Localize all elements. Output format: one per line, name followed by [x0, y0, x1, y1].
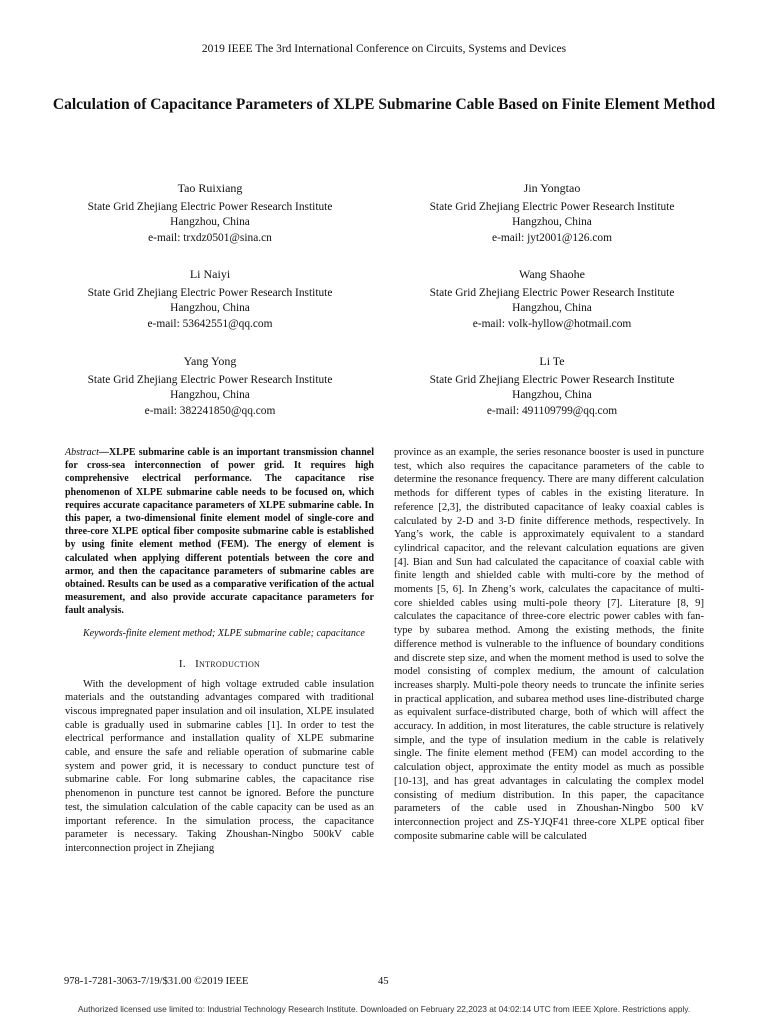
author-location: Hangzhou, China: [170, 302, 250, 314]
author-email: e-mail: 382241850@qq.com: [144, 404, 276, 417]
author-email: e-mail: volk-hyllow@hotmail.com: [472, 317, 632, 330]
author-email: e-mail: 53642551@qq.com: [147, 317, 273, 330]
author-block: [50, 181, 370, 246]
author-name: Jin Yongtao: [523, 181, 581, 195]
page-number: 45: [378, 976, 389, 987]
right-column: [394, 446, 704, 843]
footer-isbn: 978-1-7281-3063-7/19/$31.00 ©2019 IEEE: [64, 976, 249, 987]
left-column: [65, 446, 374, 856]
author-affiliation: State Grid Zhejiang Electric Power Research Institute: [87, 286, 333, 299]
author-block: [50, 354, 370, 419]
author-location: Hangzhou, China: [512, 389, 592, 401]
section-heading: [65, 658, 374, 672]
author-block: [392, 267, 712, 332]
author-name: Wang Shaohe: [518, 267, 586, 281]
section-number: I.: [178, 657, 186, 670]
abstract-label: Abstract: [65, 447, 99, 458]
intro-paragraph-continued: province as an example, the series resonance booster is used in puncture test, which also requires the capacitance parameters of the cable to determine the resonance frequency. There are many different calculation methods for different types of cables in the existing literature. In reference [2,3], the distributed capacitance of leaky coaxial cables is calculated by 2-D and 3-D finite difference methods, respectively. In Yang’s work, the cable is approximately equivalent to a standard cylindrical capacitor, and the relevant calculation equations are given [4]. Bian and Sun had calculated the capacitance of coaxial cable with finite length and shielded cable with multi-core by the method of moments [5, 6]. In Zheng’s work, calculates the capacitance of multi-core shielded cables using multi-pole theory [7]. Literature [8, 9] calculates the capacitance of three-core electric power cables with fan-type by subarea method. Among the existing methods, the finite difference method is vulnerable to the influence of boundary conditions and discrete step size, and when the moment method is used to solve the model consisting of complex medium, the amount of calculation increases sharply. Multi-pole theory needs to truncate the infinite series in practical application, and subarea method uses line-distributed charge as equivalent surface-distributed charge, both of which will affect the accuracy. In addition, in most literatures, the cable structure is relatively simple, and the type of insulation medium in the cable is relatively single. The finite element method (FEM) can model according to the calculation object, approximate the entity model as much as possible [10-13], and has great advantages in calculating the complex model consisting of medium distribution. In this paper, the capacitance parameters of the cable used in Zhoushan-Ningbo 500 kV interconnection project and ZS-YJQF41 three-core XLPE optical fiber composite submarine cable will be calculated: [394, 447, 704, 842]
intro-paragraph: With the development of high voltage extruded cable insulation materials and the outstanding advantages compared with traditional viscous impregnated paper insulation and oil insulation, XLPE insulated cable is gradually used in submarine cables [1]. In order to test the electrical performance and installation quality of XLPE submarine cable, and ensure the safe and reliable operation of submarine cable system and power grid, it is necessary to conduct puncture test of submarine cable. For long submarine cables, the capacitance rise phenomenon in puncture test cannot be ignored. Before the puncture test, the simulation calculation of the cable capacity can be used as an important reference. In the simulation process, the capacitance parameter is necessary. Taking Zhoushan-Ningbo 500kV cable interconnection project in Zhejiang: [65, 678, 374, 854]
abstract-text: —XLPE submarine cable is an important transmission channel for cross-sea interconnection of power grid. It requires high comprehensive electrical performance. The capacitance rise phenomenon of XLPE submarine cable needs to be focused on, which requires accurate capacitance parameters of XLPE submarine cable. In this paper, a two-dimensional finite element model of single-core and three-core XLPE optical fiber composite submarine cable is established by using finite element method (FEM). The energy of element is calculated when applying different potentials between the core and armor, and then the capacitance parameters of submarine cables are obtained. Results can be used as a comparative verification of the actual measurement, and also provide accurate capacitance parameters for fault analysis.: [65, 447, 374, 617]
author-location: Hangzhou, China: [512, 216, 592, 228]
author-email: e-mail: jyt2001@126.com: [492, 231, 612, 244]
abstract: [65, 446, 374, 618]
author-block: [392, 181, 712, 246]
author-affiliation: State Grid Zhejiang Electric Power Research Institute: [429, 286, 675, 299]
author-block: [50, 267, 370, 332]
author-affiliation: State Grid Zhejiang Electric Power Research Institute: [87, 373, 333, 386]
author-name: Li Naiyi: [189, 267, 231, 281]
author-name: Li Te: [539, 354, 565, 368]
author-name: Yang Yong: [183, 354, 237, 368]
author-location: Hangzhou, China: [512, 302, 592, 314]
paper-title: Calculation of Capacitance Parameters of XLPE Submarine Cable Based on Finite Element Method: [52, 96, 716, 113]
author-name: Tao Ruixiang: [177, 181, 243, 195]
author-location: Hangzhou, China: [170, 389, 250, 401]
conference-header: 2019 IEEE The 3rd International Conference on Circuits, Systems and Devices: [201, 43, 567, 55]
author-affiliation: State Grid Zhejiang Electric Power Research Institute: [429, 373, 675, 386]
author-affiliation: State Grid Zhejiang Electric Power Research Institute: [87, 200, 333, 213]
license-notice: Authorized licensed use limited to: Industrial Technology Research Institute. Downloaded on February 22,2023 at 04:02:14 UTC from IEEE Xplore. Restrictions apply.: [77, 1004, 691, 1014]
section-title: Introduction: [195, 657, 261, 670]
author-email: e-mail: 491109799@qq.com: [486, 404, 618, 417]
author-location: Hangzhou, China: [170, 216, 250, 228]
keywords: Keywords-finite element method; XLPE submarine cable; capacitance: [83, 627, 365, 639]
author-email: e-mail: trxdz0501@sina.cn: [148, 231, 272, 244]
author-block: [392, 354, 712, 419]
author-affiliation: State Grid Zhejiang Electric Power Research Institute: [429, 200, 675, 213]
